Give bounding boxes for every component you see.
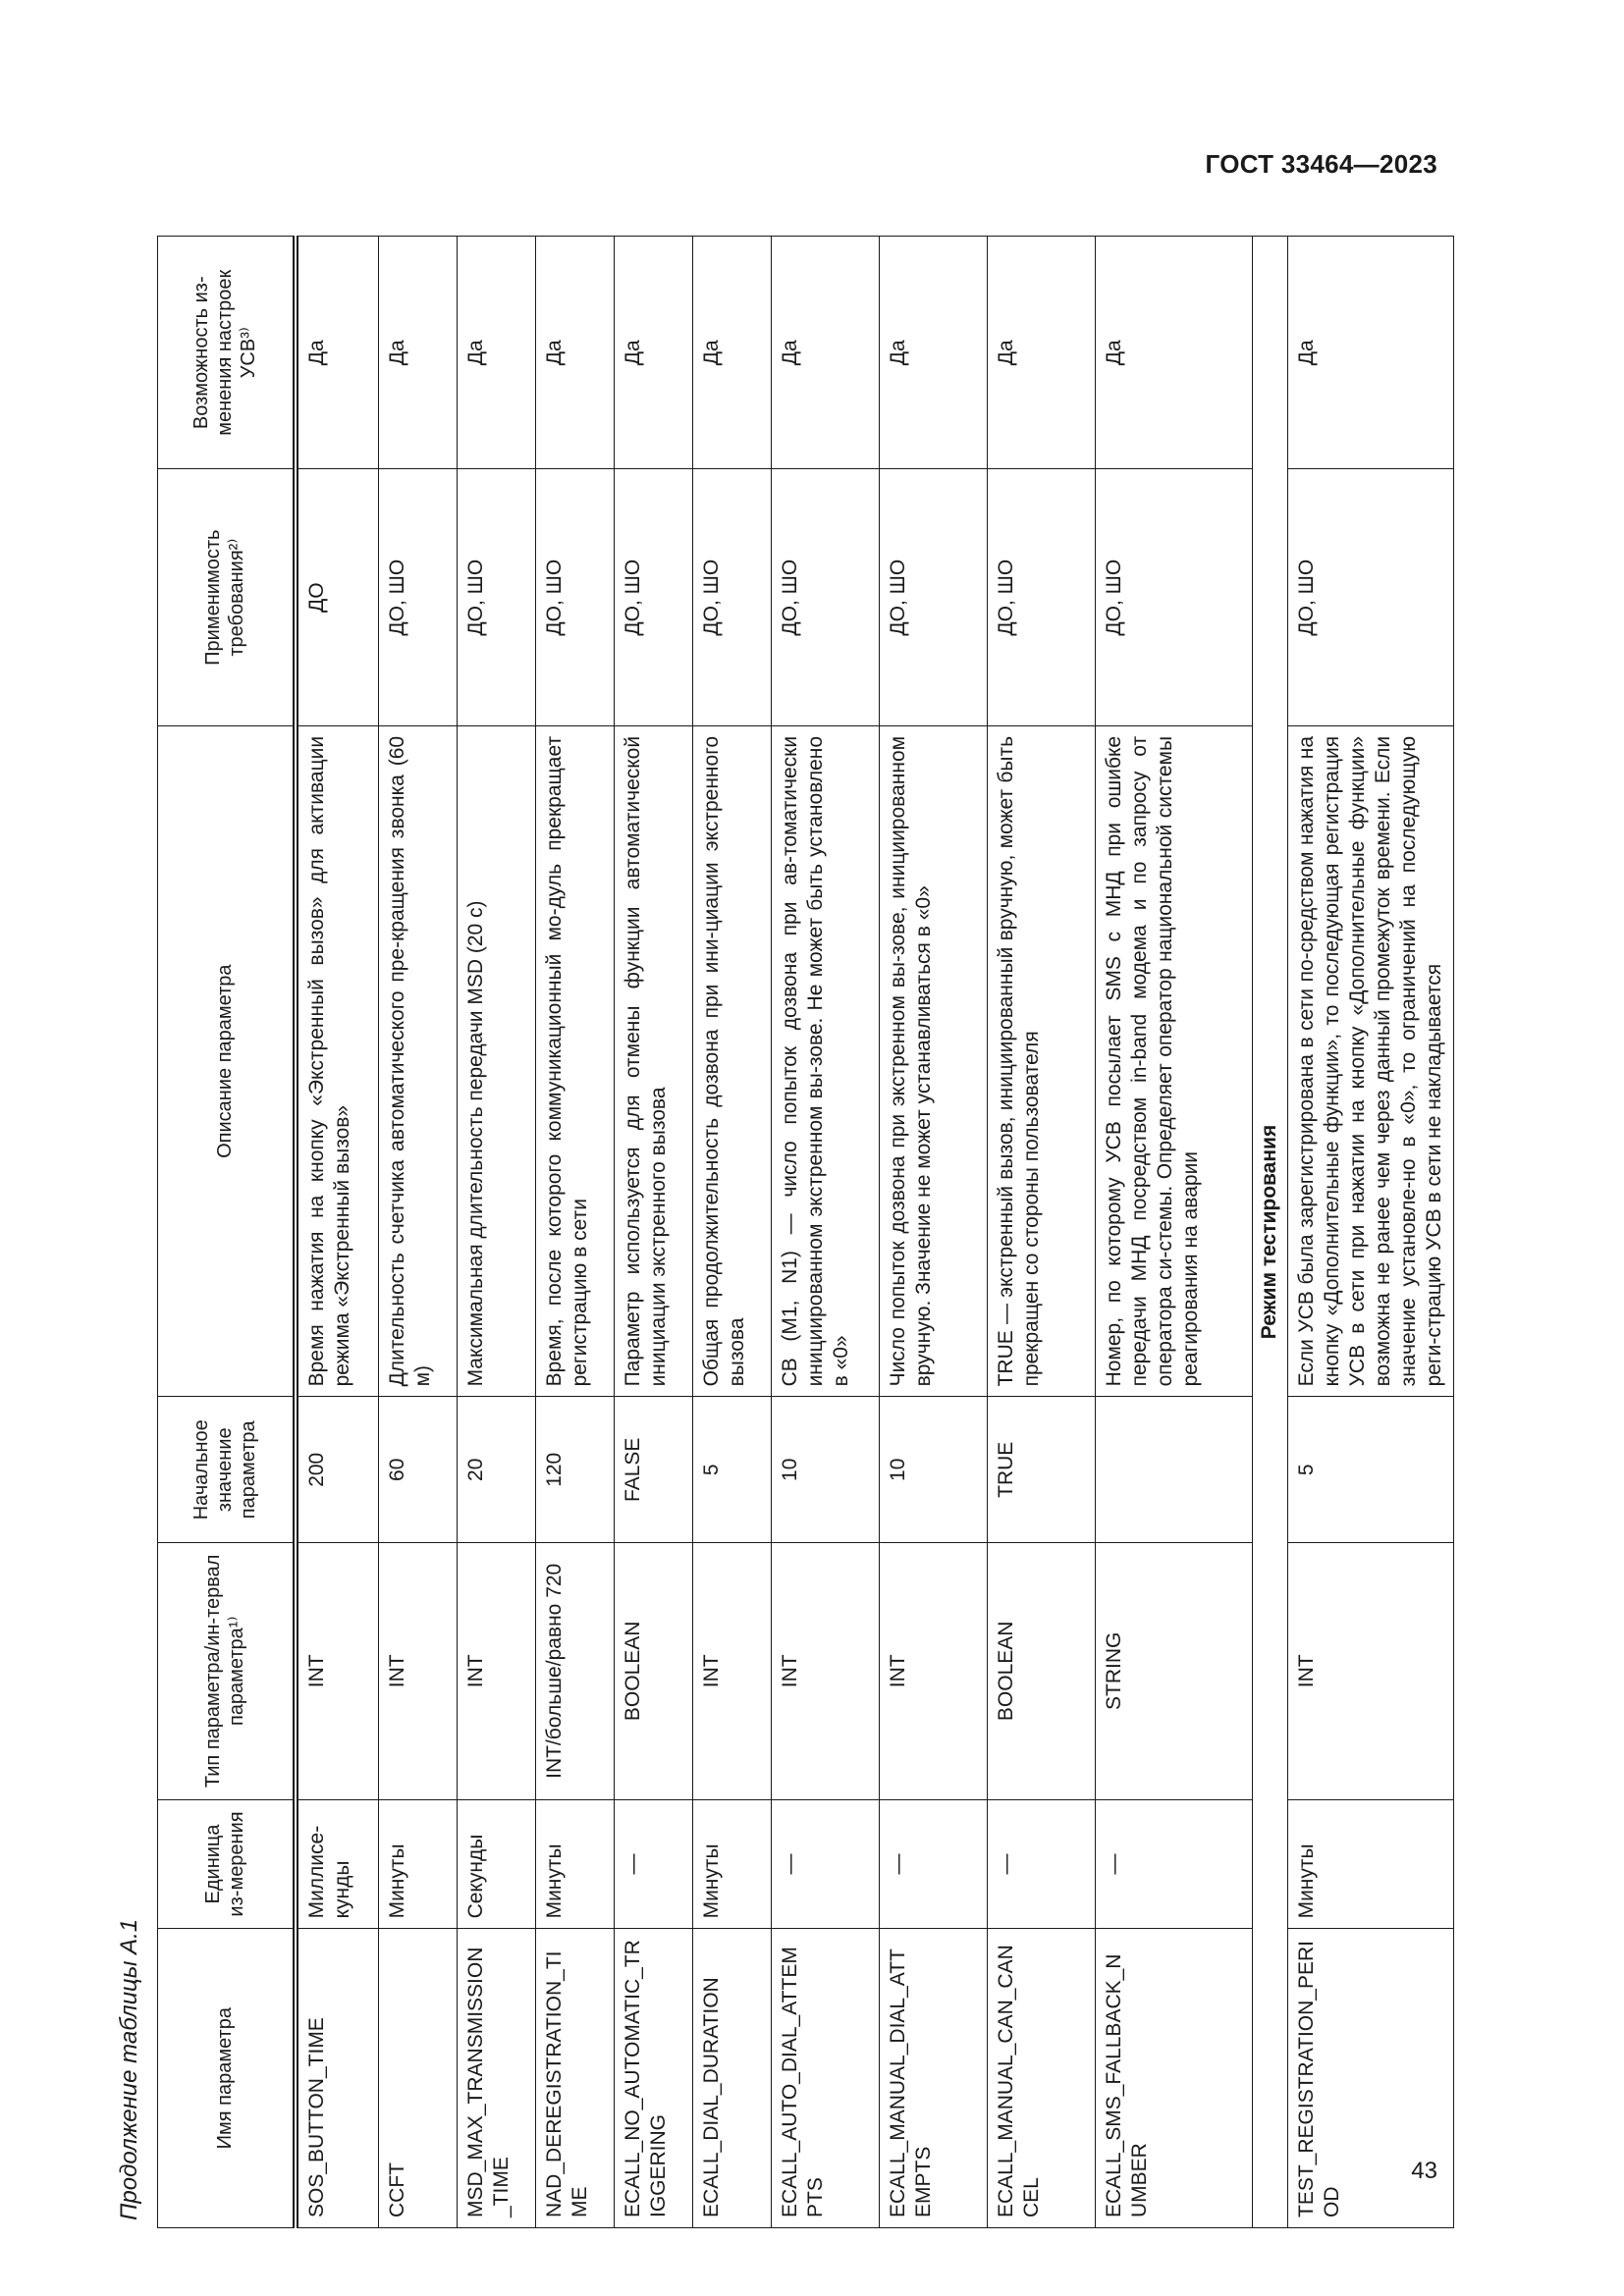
cell-applicability: ДО, ШО [988,469,1096,725]
cell-unit: Минуты [379,1799,458,1929]
cell-description: Время, после которого коммуникационный мо-дуль прекращает регистрацию в сети [536,725,615,1397]
table-caption: Продолжение таблицы А.1 [116,1918,142,2220]
cell-changeable: Да [693,237,772,470]
cell-type: INT [379,1543,458,1799]
header-initial-value: Начальное значение параметра [158,1397,296,1543]
cell-initial-value: 20 [458,1397,536,1543]
cell-unit: Секунды [458,1799,536,1929]
document-code: ГОСТ 33464—2023 [1205,149,1437,179]
cell-type: INT [458,1543,536,1799]
table-row [772,237,880,2228]
cell-initial-value: 5 [693,1397,772,1543]
cell-initial-value: 10 [880,1397,988,1543]
table-row [296,237,379,2228]
table-row [988,237,1096,2228]
cell-param-name: TEST_REGISTRATION_PERIOD [1288,1929,1454,2228]
cell-applicability: ДО, ШО [379,469,458,725]
cell-changeable: Да [772,237,880,470]
table-row [693,237,772,2228]
cell-initial-value: 10 [772,1397,880,1543]
cell-applicability: ДО, ШО [772,469,880,725]
cell-initial-value: 5 [1288,1397,1454,1543]
cell-description: TRUE — экстренный вызов, инициированный вручную, может быть прекращен со стороны пользователя [988,725,1096,1397]
cell-applicability: ДО, ШО [458,469,536,725]
cell-applicability: ДО [296,469,379,725]
cell-unit: — [615,1799,693,1929]
cell-description: Число попыток дозвона при экстренном вы-зове, инициированном вручную. Значение не может устанавливаться в «0» [880,725,988,1397]
cell-initial-value: 120 [536,1397,615,1543]
cell-initial-value: 60 [379,1397,458,1543]
header-description: Описание параметра [158,725,296,1397]
cell-description: CB (M1, N1) — число попыток дозвона при ав-томатически инициированном экстренном вы-зове. Не может быть установлено в «0» [772,725,880,1397]
cell-initial-value: TRUE [988,1397,1096,1543]
cell-unit: — [772,1799,880,1929]
cell-description: Общая продолжительность дозвона при ини-циации экстренного вызова [693,725,772,1397]
header-unit: Единица из-мерения [158,1799,296,1929]
section-title: Режим тестирования [1253,237,1288,2228]
table-rotated-container [157,236,1445,2228]
parameters-table [157,236,1454,2228]
table-row [536,237,615,2228]
cell-changeable: Да [1096,237,1253,470]
cell-param-name: SOS_BUTTON_TIME [296,1929,379,2228]
cell-unit: Минуты [693,1799,772,1929]
cell-description: Время нажатия на кнопку «Экстренный вызов» для активации режима «Экстренный вызов» [296,725,379,1397]
cell-type: INT [296,1543,379,1799]
cell-type: BOOLEAN [615,1543,693,1799]
cell-param-name: ECALL_AUTO_DIAL_ATTEMPTS [772,1929,880,2228]
cell-description: Длительность счетчика автоматического пре-кращения звонка (60 м) [379,725,458,1397]
cell-unit: — [880,1799,988,1929]
cell-description: Номер, по которому УСВ посылает SMS с МНД при ошибке передачи МНД посредством in-band модема и по запросу от оператора си-стемы. Определяет оператор национальной системы реагирования на аварии [1096,725,1253,1397]
cell-applicability: ДО, ШО [1096,469,1253,725]
table-row [615,237,693,2228]
cell-type: BOOLEAN [988,1543,1096,1799]
table-row [379,237,458,2228]
cell-type: INT [880,1543,988,1799]
cell-type: INT/больше/равно 720 [536,1543,615,1799]
cell-param-name: ECALL_DIAL_DURATION [693,1929,772,2228]
cell-param-name: ECALL_NO_AUTOMATIC_TRIGGERING [615,1929,693,2228]
cell-description: Если УСВ была зарегистрирована в сети по-средством нажатия на кнопку «Дополнительные функции», то последующая регистрация УСВ в сети при нажатии на кнопку «Дополнительные функции» возможна не ранее чем через данный промежуток времени. Если значение установле-но в «0», то ограничений на последующую реги-страцию УСВ в сети не накладывается [1288,725,1454,1397]
cell-description: Параметр используется для отмены функции автоматической инициации экстренного вызова [615,725,693,1397]
header-param-name: Имя параметра [158,1929,296,2228]
table-row [880,237,988,2228]
cell-type: INT [1288,1543,1454,1799]
cell-applicability: ДО, ШО [880,469,988,725]
cell-changeable: Да [296,237,379,470]
cell-param-name: NAD_DEREGISTRATION_TIME [536,1929,615,2228]
header-applicability: Применимость требования²⁾ [158,469,296,725]
cell-param-name: MSD_MAX_TRANSMISSION_TIME [458,1929,536,2228]
cell-type: INT [693,1543,772,1799]
cell-changeable: Да [1288,237,1454,470]
table-row [1288,237,1454,2228]
cell-initial-value [1096,1397,1253,1543]
cell-param-name: ECALL_MANUAL_DIAL_ATTEMPTS [880,1929,988,2228]
cell-changeable: Да [458,237,536,470]
cell-applicability: ДО, ШО [1288,469,1454,725]
cell-unit: — [988,1799,1096,1929]
section-row [1253,237,1288,2228]
page-number: 43 [1411,2158,1437,2184]
header-changeable: Возможность из-менения настроек УСВ³⁾ [158,237,296,470]
cell-param-name: CCFT [379,1929,458,2228]
cell-applicability: ДО, ШО [693,469,772,725]
cell-applicability: ДО, ШО [536,469,615,725]
cell-type: INT [772,1543,880,1799]
table-row [458,237,536,2228]
cell-param-name: ECALL_MANUAL_CAN_CANCEL [988,1929,1096,2228]
cell-unit: — [1096,1799,1253,1929]
cell-unit: Минуты [1288,1799,1454,1929]
table-row [1096,237,1253,2228]
cell-changeable: Да [988,237,1096,470]
cell-description: Максимальная длительность передачи MSD (20 с) [458,725,536,1397]
cell-unit: Минуты [536,1799,615,1929]
cell-changeable: Да [615,237,693,470]
cell-unit: Миллисе-кунды [296,1799,379,1929]
cell-applicability: ДО, ШО [615,469,693,725]
cell-changeable: Да [880,237,988,470]
table-header-row [158,237,296,2228]
cell-initial-value: 200 [296,1397,379,1543]
cell-type: STRING [1096,1543,1253,1799]
header-type: Тип параметра/ин-тервал параметра¹⁾ [158,1543,296,1799]
cell-param-name: ECALL_SMS_FALLBACK_NUMBER [1096,1929,1253,2228]
cell-changeable: Да [536,237,615,470]
cell-changeable: Да [379,237,458,470]
cell-initial-value: FALSE [615,1397,693,1543]
